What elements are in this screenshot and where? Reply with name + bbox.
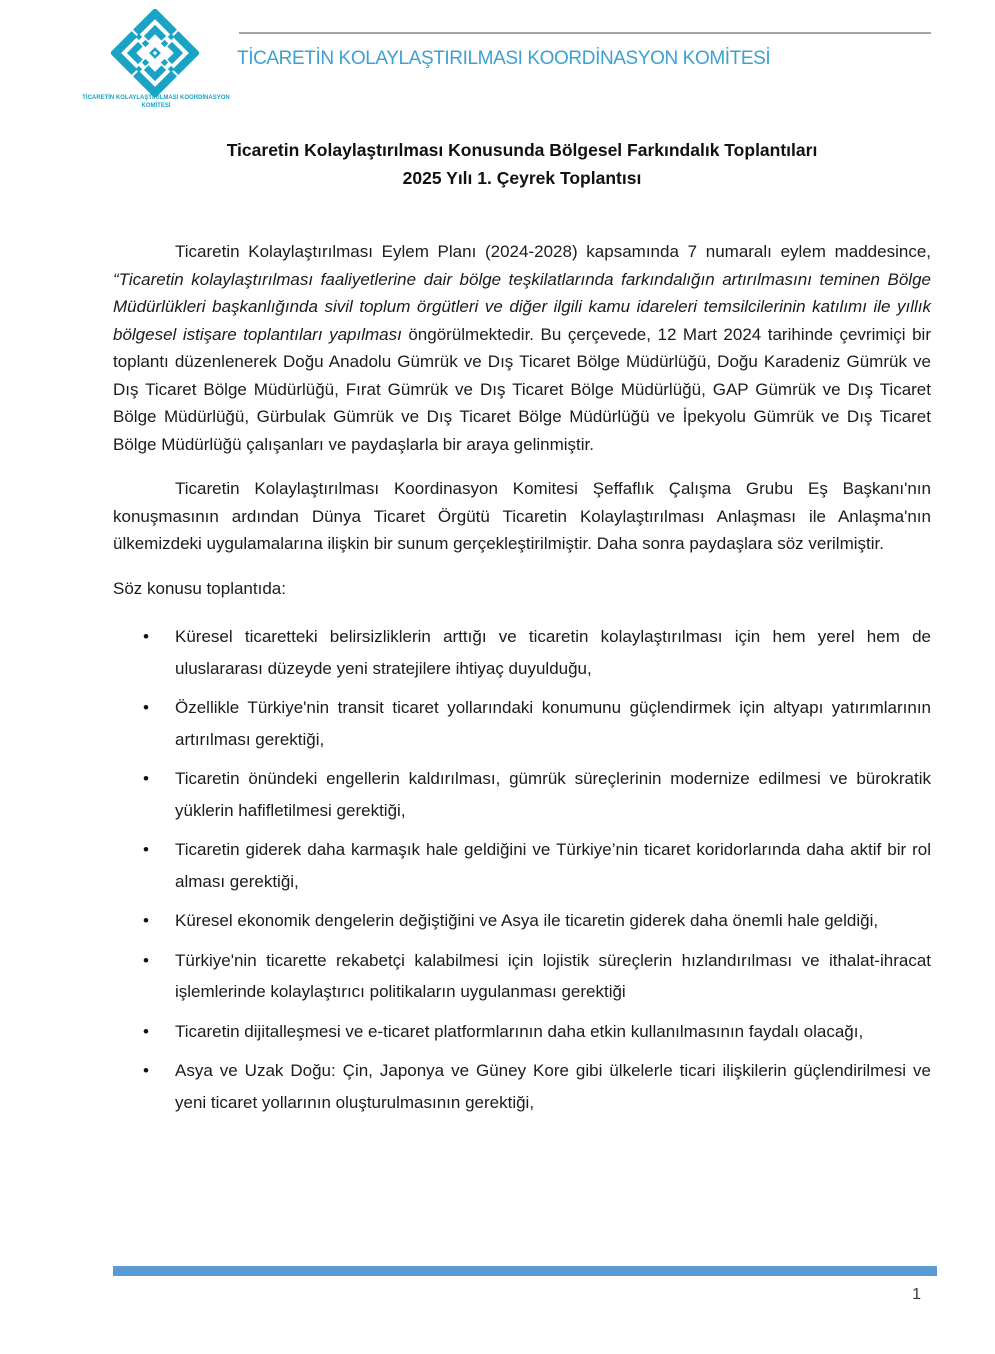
committee-name: TİCARETİN KOLAYLAŞTIRILMASI KOORDİNASYON KOMİTESİ — [237, 48, 771, 69]
bullet-item — [113, 834, 931, 897]
bullet-item-text: Ticaretin giderek daha karmaşık hale geldiğini ve Türkiye’nin ticaret koridorlarında daha aktif bir rol alması gerektiği, — [175, 840, 931, 891]
bullet-item-text: Asya ve Uzak Doğu: Çin, Japonya ve Güney Kore gibi ülkelerle ticari ilişkilerin güçlendirilmesi ve yeni ticaret yollarının oluşturulmasının gerektiği, — [175, 1061, 931, 1112]
bullet-item — [113, 1016, 931, 1048]
paragraph-action-plan-quote: “Ticaretin kolaylaştırılması faaliyetlerine dair bölge teşkilatlarında farkındalığın artırılmasını teminen Bölge Müdürlükleri başkanlığında sivil toplum örgütleri ve diğer ilgili kamu idareleri temsilcilerinin katılımı ile yıllık bölgesel istişare toplantıları yapılması — [113, 269, 931, 344]
bullet-dot-icon: • — [143, 698, 149, 717]
bullet-item — [113, 1055, 931, 1118]
document-title-line1: Ticaretin Kolaylaştırılması Konusunda Bölgesel Farkındalık Toplantıları — [226, 140, 818, 160]
bullet-item-text: Ticaretin dijitalleşmesi ve e-ticaret platformlarının daha etkin kullanılmasının faydalı olacağı, — [175, 1021, 864, 1041]
bullet-item — [113, 763, 931, 826]
bullet-dot-icon: • — [143, 1061, 149, 1080]
paragraph-presentation: Ticaretin Kolaylaştırılması Koordinasyon Komitesi Şeffaflık Çalışma Grubu Eş Başkanı'nın konuşmasının ardından Dünya Ticaret Örgütü Ticaretin Kolaylaştırılması Anlaşması ile Anlaşma'nın ülkemizdeki uygulamalarına ilişkin bir sunum gerçekleştirilmiştir. Daha sonra paydaşlara söz verilmiştir. — [113, 479, 931, 553]
list-intro: Söz konusu toplantıda: — [113, 578, 286, 598]
committee-logo-icon — [111, 9, 199, 97]
bullet-dot-icon: • — [143, 1021, 149, 1041]
bullet-item — [113, 905, 931, 937]
bullet-dot-icon: • — [143, 840, 149, 859]
bullet-dot-icon: • — [143, 950, 149, 970]
bullet-item — [113, 692, 931, 755]
logo-caption-line2: KOMİTESİ — [141, 103, 171, 109]
bullet-item-text: Türkiye'nin ticarette rekabetçi kalabilmesi için lojistik süreçlerin hızlandırılması ve ithalat-ihracat işlemlerinde kolaylaştırıcı politikaların uygulanması gerektiği — [175, 950, 931, 1001]
logo-caption — [80, 94, 232, 110]
bullet-item-text: Küresel ekonomik dengelerin değiştiğini ve Asya ile ticaretin giderek daha önemli hale geldiği, — [175, 911, 879, 930]
meeting-topics-list — [113, 621, 931, 1118]
bullet-item-text: Ticaretin önündeki engellerin kaldırılması, gümrük süreçlerinin modernize edilmesi ve bürokratik yüklerin hafifletilmesi gerektiği, — [175, 769, 931, 820]
logo-caption-line1: TİCARETİN KOLAYLAŞTIRILMASI KOORDİNASYON — [82, 95, 230, 101]
paragraph-action-plan-normal1: Ticaretin Kolaylaştırılması Eylem Planı (2024-2028) kapsamında 7 numaralı eylem maddesince, — [175, 242, 931, 261]
document-title-line2: 2025 Yılı 1. Çeyrek Toplantısı — [402, 168, 642, 188]
bullet-item — [113, 621, 931, 684]
document-body — [113, 136, 931, 1126]
document-title — [113, 136, 931, 192]
bullet-dot-icon: • — [143, 627, 149, 646]
bullet-item — [113, 945, 931, 1008]
paragraph-action-plan-normal2: öngörülmektedir. Bu çerçevede, 12 Mart 2024 tarihinde çevrimiçi bir toplantı düzenlenerek Doğu Anadolu Gümrük ve Dış Ticaret Bölge Müdürlüğü, Doğu Karadeniz Gümrük ve Dış Ticaret Bölge Müdürlüğü, Fırat Gümrük ve Dış Ticaret Bölge Müdürlüğü, GAP Gümrük ve Dış Ticaret Bölge Müdürlüğü, Gürbulak Gümrük ve Dış Ticaret Bölge Müdürlüğü ve İpekyolu Gümrük ve Dış Ticaret Bölge Müdürlüğü çalışanları ve paydaşlarla bir araya gelinmiştir. — [113, 324, 931, 454]
paragraph-action-plan — [113, 238, 931, 458]
footer-divider-bar — [113, 1266, 937, 1276]
bullet-dot-icon: • — [143, 911, 149, 930]
header-rule — [239, 32, 931, 34]
bullet-item-text: Özellikle Türkiye'nin transit ticaret yollarındaki konumunu güçlendirmek için altyapı yatırımlarının artırılması gerektiği, — [175, 698, 931, 749]
page-number: 1 — [912, 1286, 921, 1303]
bullet-item-text: Küresel ticaretteki belirsizliklerin arttığı ve ticaretin kolaylaştırılması için hem yerel hem de uluslararası düzeyde yeni stratejilere ihtiyaç duyulduğu, — [175, 627, 931, 678]
bullet-dot-icon: • — [143, 769, 149, 788]
